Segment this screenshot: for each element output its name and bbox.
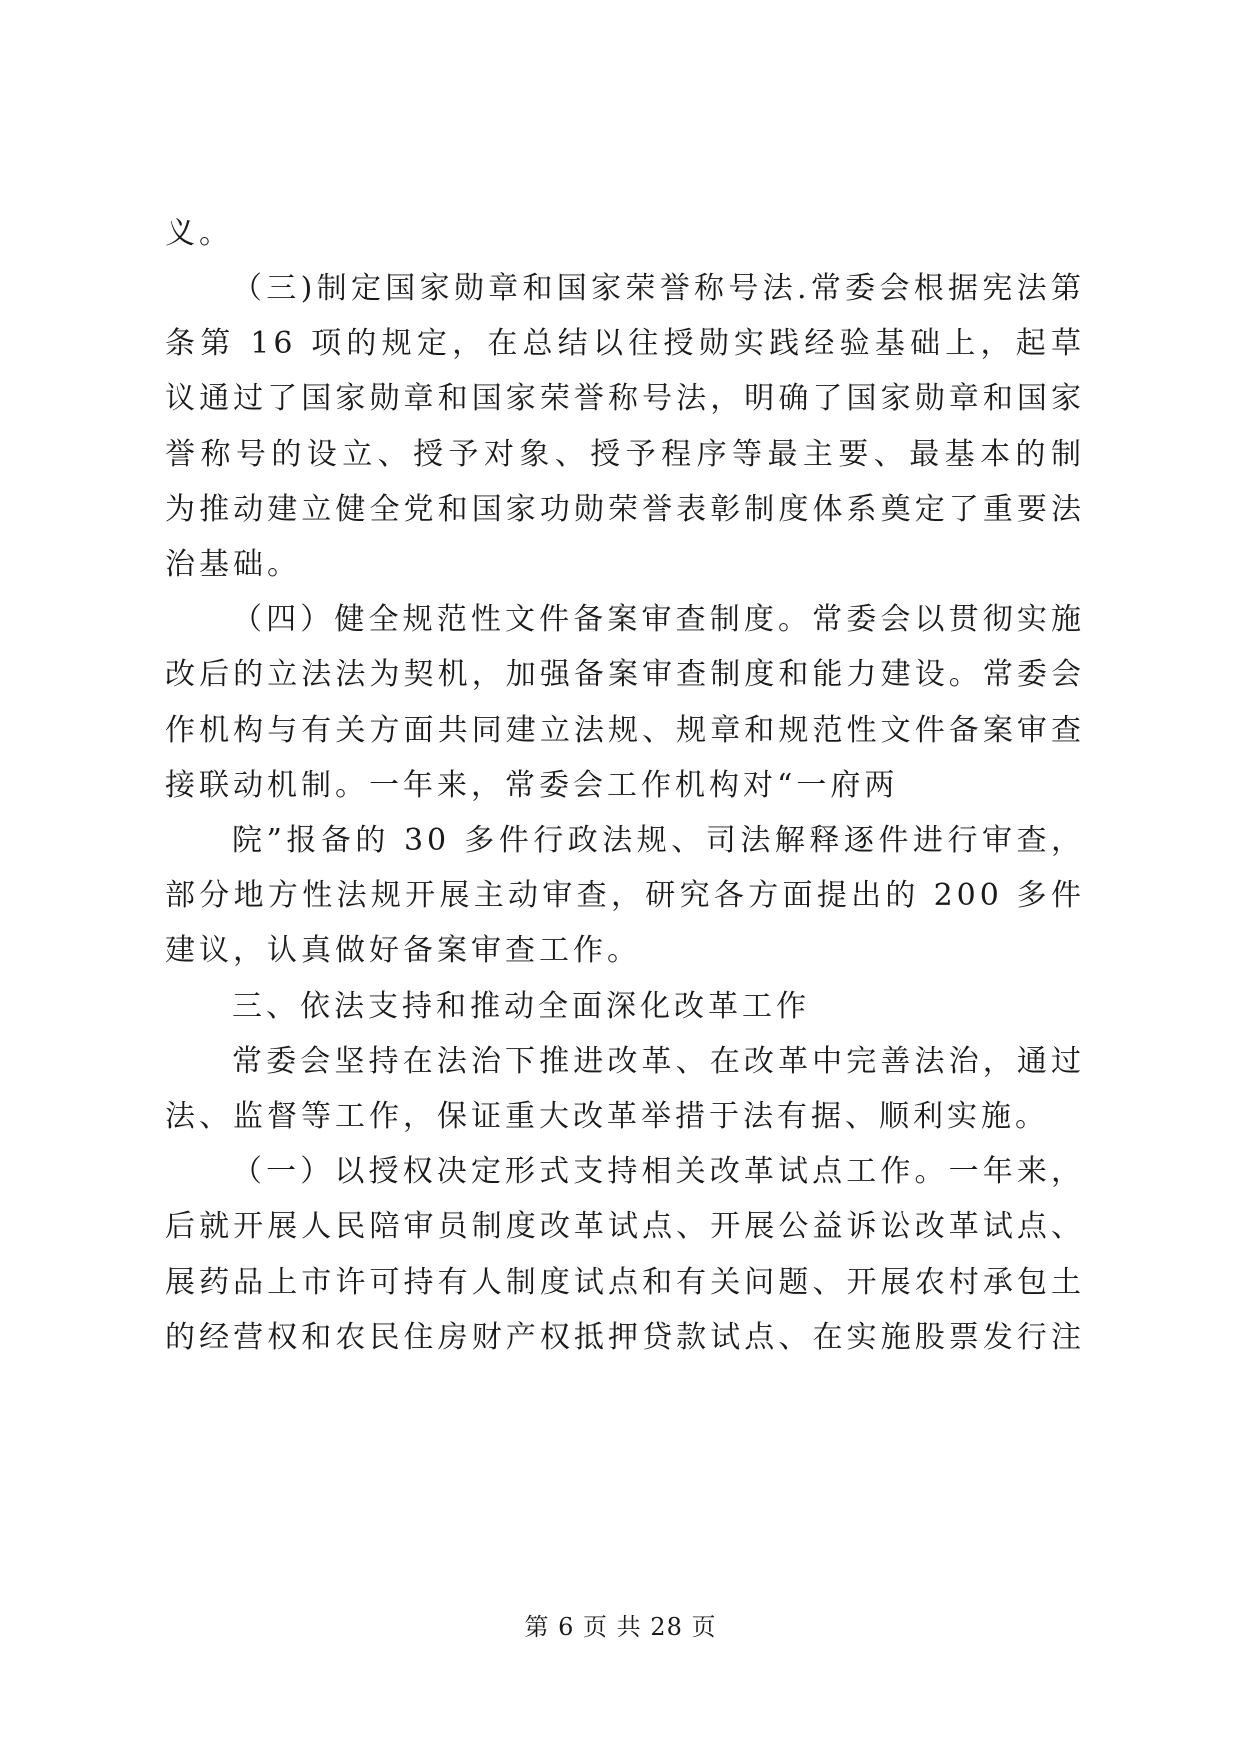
text-line: （一）以授权决定形式支持相关改革试点工作。一年来， [232,1154,1085,1189]
text-line: 法、监督等工作，保证重大改革举措于法有据、顺利实施。 [165,1099,1049,1134]
text-line: 的经营权和农民住房财产权抵押贷款试点、在实施股票发行注 [165,1320,1085,1355]
text-line: 后就开展人民陪审员制度改革试点、开展公益诉讼改革试点、 [165,1209,1085,1244]
page-number-footer: 第 6 页 共 28 页 [524,1613,717,1641]
text-line: （四）健全规范性文件备案审查制度。常委会以贯彻实施 [232,602,1085,637]
text-line: 为推动建立健全党和国家功勋荣誉表彰制度体系奠定了重要法 [165,492,1085,527]
section-heading: 三、依法支持和推动全面深化改革工作 [232,989,810,1024]
text-line: 常委会坚持在法治下推进改革、在改革中完善法治，通过 [232,1044,1085,1079]
text-line: 建议，认真做好备案审查工作。 [165,933,641,968]
text-line: 院”报备的 30 多件行政法规、司法解释逐件进行审查， [232,823,1085,858]
text-line: 改后的立法法为契机，加强备案审查制度和能力建设。常委会 [165,657,1085,692]
text-line: 条第 16 项的规定，在总结以往授勋实践经验基础上，起草 [165,326,1085,361]
text-line: 议通过了国家勋章和国家荣誉称号法，明确了国家勋章和国家 [165,381,1085,416]
text-line: （三)制定国家勋章和国家荣誉称号法.常委会根据宪法第 [232,271,1085,306]
text-line: 部分地方性法规开展主动审查，研究各方面提出的 200 多件 [165,878,1085,913]
text-line: 治基础。 [165,547,301,582]
text-line: 接联动机制。一年来，常委会工作机构对“一府两 [165,768,899,803]
text-line: 誉称号的设立、授予对象、授予程序等最主要、最基本的制 [165,437,1085,472]
text-line: 展药品上市许可持有人制度试点和有关问题、开展农村承包土 [165,1265,1085,1300]
text-line: 义。 [165,216,233,251]
text-line: 作机构与有关方面共同建立法规、规章和规范性文件备案审查 [165,713,1085,748]
